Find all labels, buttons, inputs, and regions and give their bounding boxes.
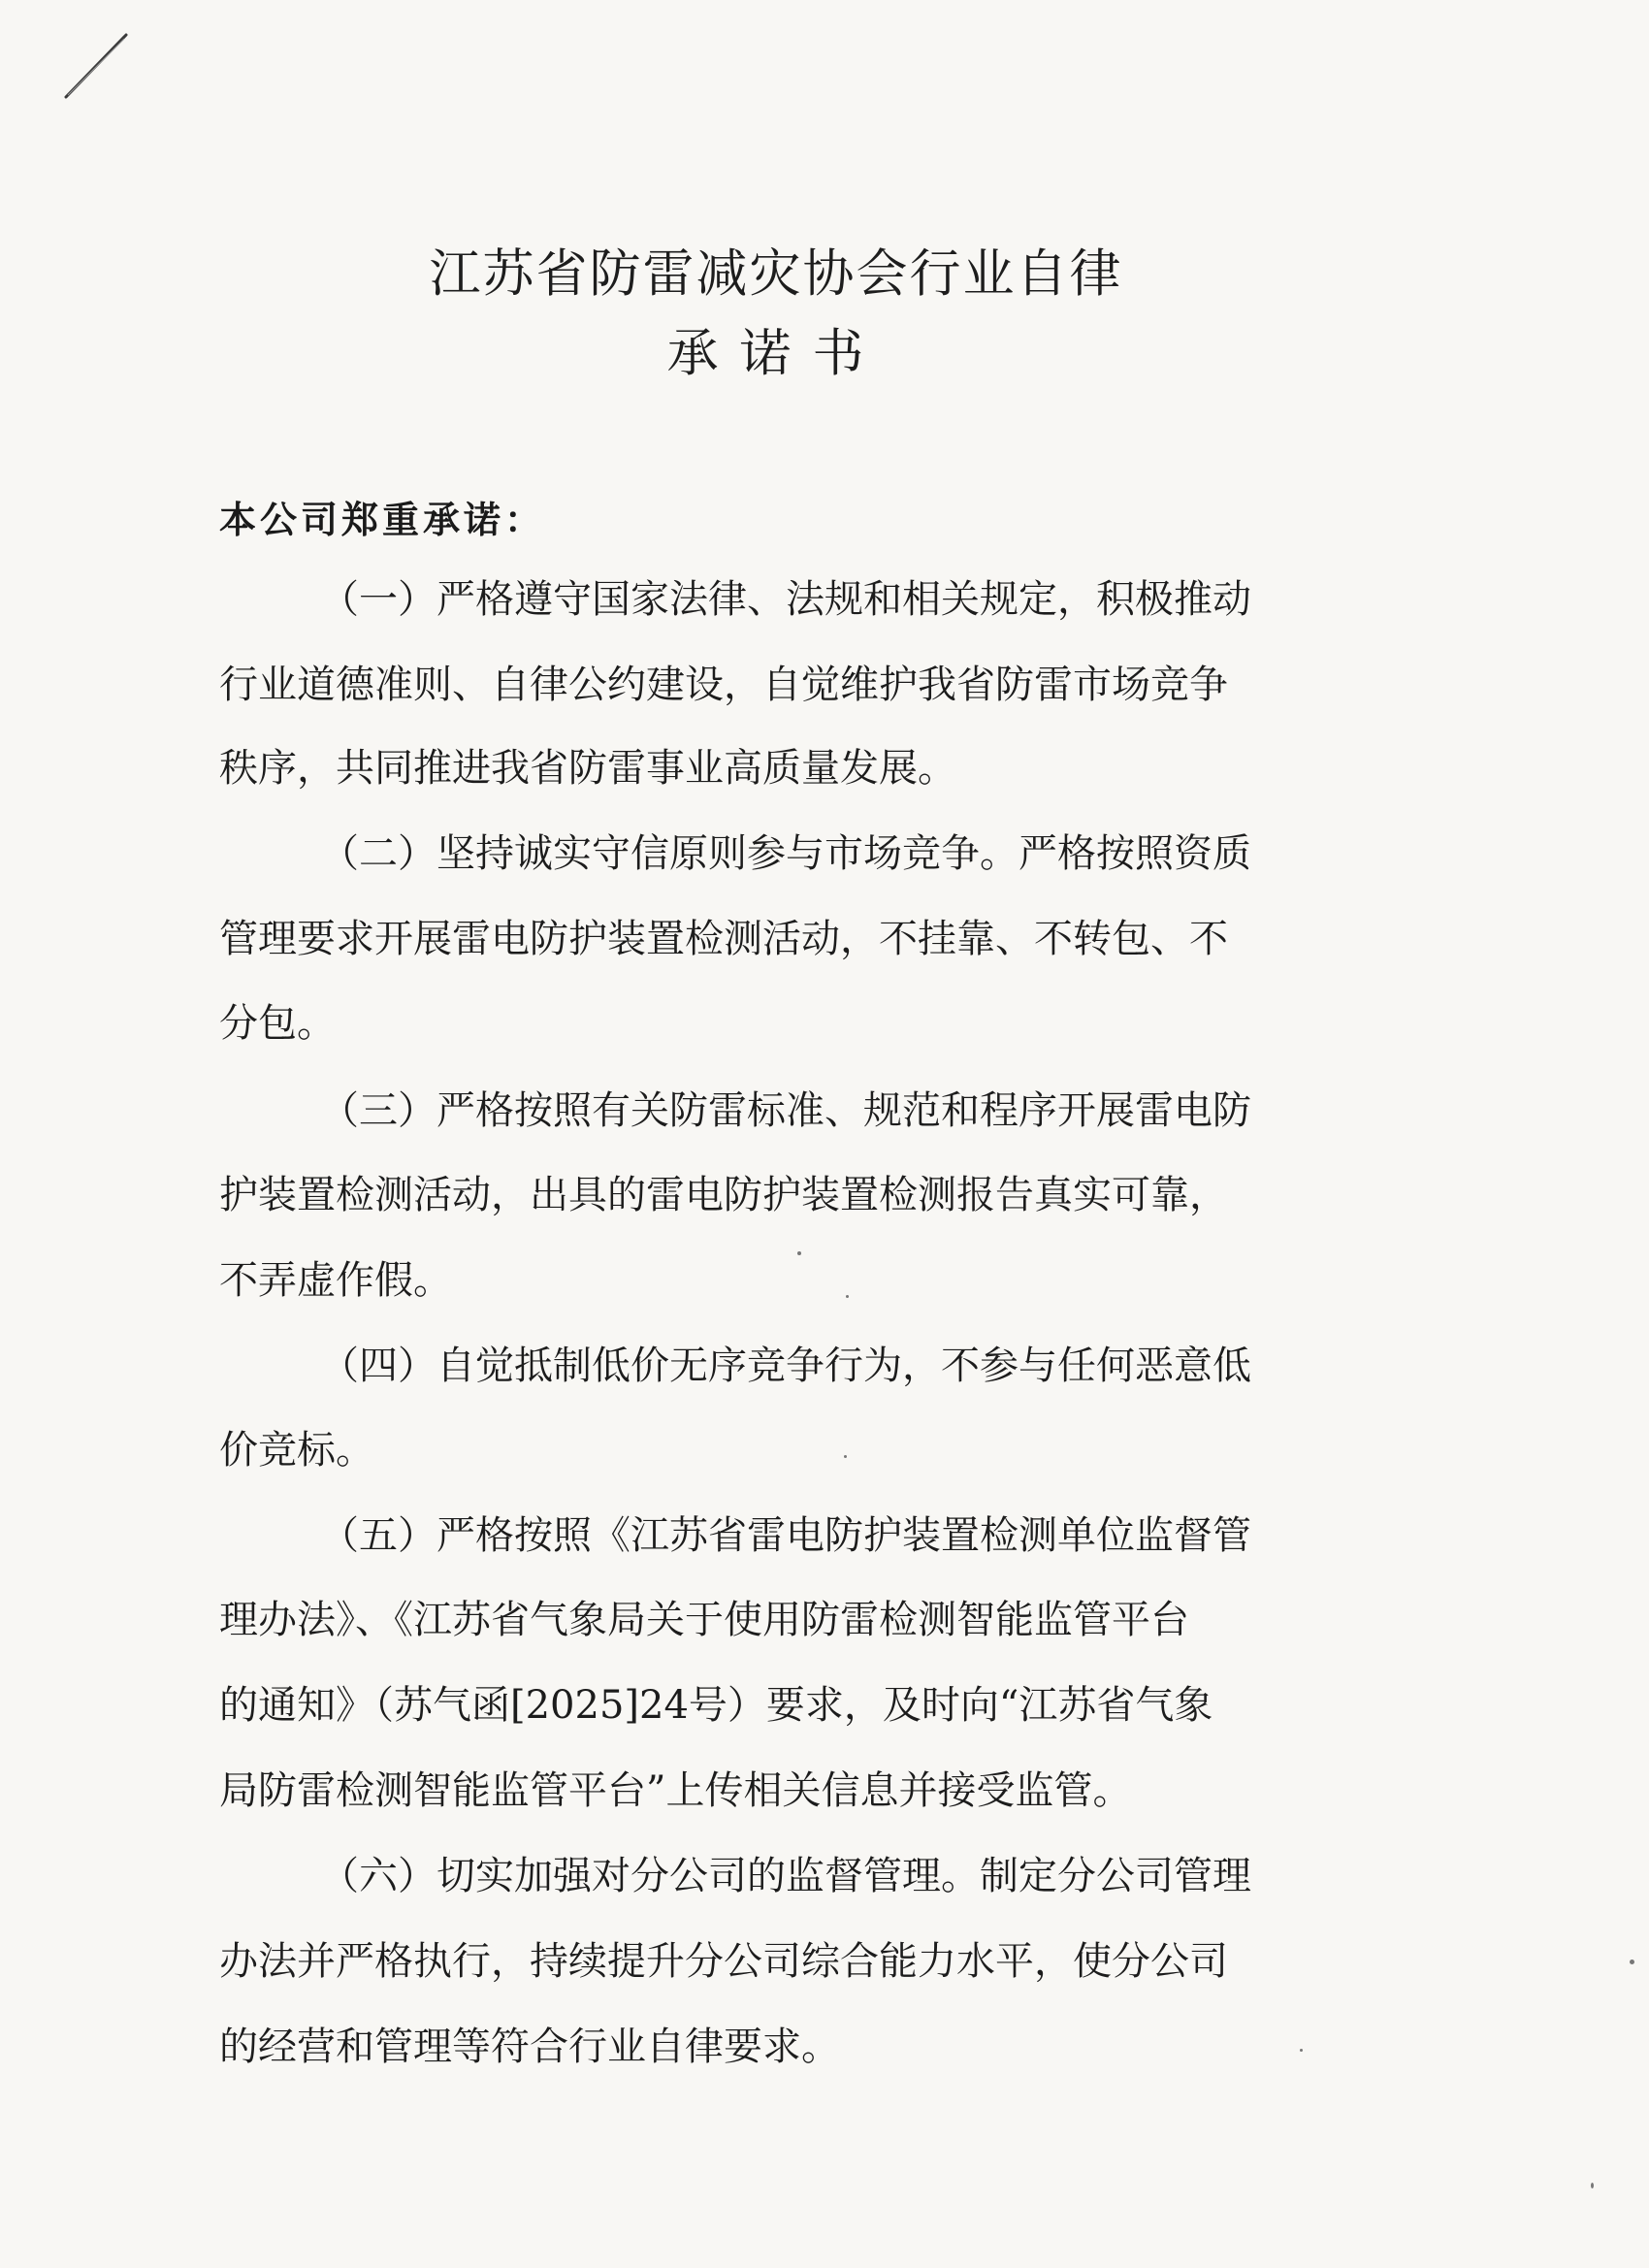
scan-speck [846,1295,849,1298]
item-1-line-1: （一）严格遵守国家法律、法规和相关规定，积极推动 [320,577,1251,622]
item-6-line-1: （六）切实加强对分公司的监督管理。制定分公司管理 [320,1854,1251,1898]
item-3-line-2: 护装置检测活动，出具的雷电防护装置检测报告真实可靠， [219,1173,1228,1217]
document-subtitle: 承诺书 [666,324,886,383]
item-1-line-2: 行业道德准则、自律公约建设，自觉维护我省防雷市场竞争 [219,663,1228,707]
item-2-line-1: （二）坚持诚实守信原则参与市场竞争。严格按照资质 [320,831,1251,876]
item-4-line-1: （四）自觉抵制低价无序竞争行为，不参与任何恶意低 [320,1344,1251,1388]
item-4-line-2: 价竞标。 [219,1428,374,1473]
item-3-line-3: 不弄虚作假。 [219,1258,452,1303]
item-1-line-3: 秩序，共同推进我省防雷事业高质量发展。 [219,746,956,791]
scan-speck [1591,2183,1594,2188]
item-5-line-4: 局防雷检测智能监管平台”上传相关信息并接受监管。 [219,1768,1132,1813]
scan-speck [1300,2049,1303,2052]
intro-statement: 本公司郑重承诺： [219,498,546,541]
scan-speck [844,1455,847,1458]
item-6-line-2: 办法并严格执行，持续提升分公司综合能力水平，使分公司 [219,1939,1228,1984]
item-5-line-3: 的通知》（苏气函[2025]24号）要求，及时向“江苏省气象 [219,1683,1213,1728]
document-title: 江苏省防雷减灾协会行业自律 [429,244,1123,304]
scan-speck [1630,1960,1634,1964]
item-2-line-3: 分包。 [219,1001,336,1046]
item-5-line-1: （五）严格按照《江苏省雷电防护装置检测单位监督管 [320,1513,1251,1558]
item-3-line-1: （三）严格按照有关防雷标准、规范和程序开展雷电防 [320,1088,1251,1133]
scan-speck [797,1251,801,1255]
item-2-line-2: 管理要求开展雷电防护装置检测活动，不挂靠、不转包、不 [219,917,1228,961]
item-5-line-2: 理办法》、《江苏省气象局关于使用防雷检测智能监管平台 [219,1598,1189,1642]
item-6-line-3: 的经营和管理等符合行业自律要求。 [219,2025,840,2069]
pen-stroke-mark [56,29,134,107]
